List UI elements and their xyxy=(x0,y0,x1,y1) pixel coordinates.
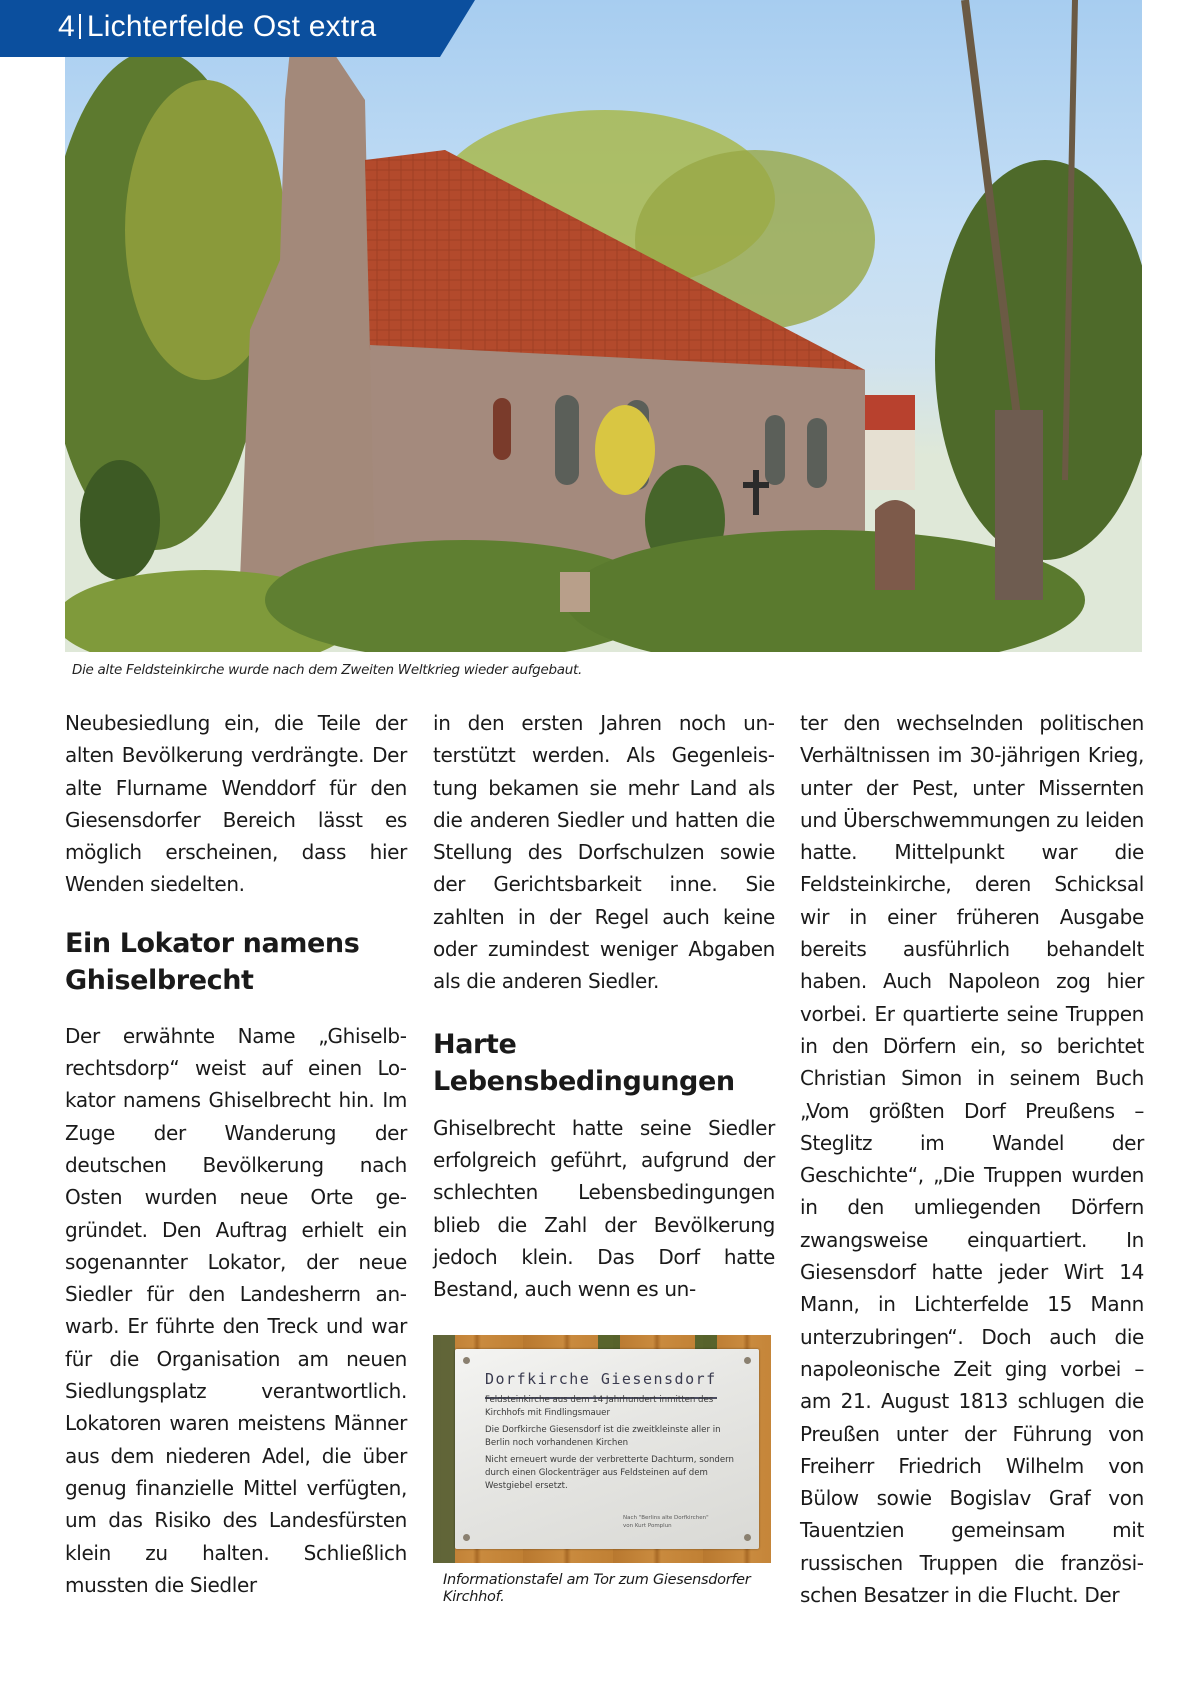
window xyxy=(493,398,511,460)
sign-caption: Informationstafel am Tor zum Giesensdorfer Kirchhof. xyxy=(443,1572,751,1606)
separator-bar xyxy=(79,14,81,39)
plate-text xyxy=(485,1394,747,1497)
church-illustration xyxy=(65,0,1142,652)
page-number: 4 xyxy=(58,10,75,43)
banner-title xyxy=(58,10,376,44)
paragraph: Ghiselbrecht hatte seine Siedler erfolgreich geführt, aufgrund der schlechten Lebensbedingungen blieb die Zahl der Bevölkerung jedoch klein. Das Dorf hatte Bestand, auch wenn es un- xyxy=(433,1115,775,1302)
forsythia xyxy=(595,405,655,495)
plate-line: Feldsteinkirche aus dem 14 Jahrhundert inmitten des Kirchhofs mit Findlingsmauer xyxy=(485,1395,714,1419)
plate-line: Nicht erneuert wurde der verbretterte Dachturm, sondern durch einen Glockenträger aus Feldsteinen auf dem Westgiebel ersetzt. xyxy=(485,1455,734,1492)
gravestone xyxy=(560,572,590,612)
shrub xyxy=(80,460,160,580)
article-column-2 xyxy=(433,707,775,1606)
grave-cross-arm xyxy=(743,482,769,488)
article-column-1 xyxy=(65,707,407,1601)
window xyxy=(555,395,579,485)
window xyxy=(765,415,785,485)
foliage xyxy=(433,1335,455,1563)
gravestone xyxy=(875,500,915,590)
plate-line: Die Dorfkirche Giesensdorf ist die zweitkleinste aller in Berlin noch vorhandenen Kirchen xyxy=(485,1425,721,1449)
screw-icon xyxy=(463,1534,470,1541)
info-sign-photo xyxy=(433,1335,771,1563)
plate-credit-line: von Kurt Pomplun xyxy=(623,1523,672,1530)
section-heading: Harte Lebensbedingungen xyxy=(433,1028,735,1097)
section-heading: Ein Lokator namens Ghiselbrecht xyxy=(65,927,360,996)
plate-credit-line: Nach "Berlins alte Dorfkirchen" xyxy=(623,1515,709,1522)
info-plate xyxy=(455,1349,759,1549)
section-banner xyxy=(0,0,480,57)
screw-icon xyxy=(744,1357,751,1364)
paragraph: ter den wechselnden politischen Verhältnissen im 30-jährigen Krieg, unter der Pest, unter Missernten und Überschwemmungen zu leiden hatte. Mittelpunkt war die Feldsteinkirche, deren Schicksal wir in einer früheren Ausgabe bereits ausführlich behandelt haben. Auch Napoleon zog hier vorbei. Er quartierte seine Truppen in den Dörfern ein, so berichtet Christian Simon in seinem Buch „Vom größten Dorf Preußens – Steglitz im Wandel der Geschichte“, „Die Truppen wurden in den umliegenden Dörfern zwangsweise einquartiert. In Giesensdorf hatte jeder Wirt 14 Mann, in Lichterfelde 15 Mann unterzubringen“. Doch auch die napoleonische Zeit ging vorbei – am 21. August 1813 schlugen die Preußen unter der Führung von Freiherr Friedrich Wilhelm von Bülow sowie Bogislav Graf von Tauentzien gemeinsam mit russischen Truppen die französischen Besatzer in die Flucht. Der xyxy=(800,711,1144,1608)
plate-title: Dorfkirche Giesensdorf xyxy=(485,1363,717,1398)
article-column-3 xyxy=(800,707,1144,1611)
screw-icon xyxy=(744,1534,751,1541)
plate-credit xyxy=(623,1514,709,1530)
section-title: Lichterfelde Ost extra xyxy=(86,10,377,43)
paragraph: Der erwähnte Name „Ghiselbrechtsdorp“ weist auf einen Lokator namens Ghiselbrecht hin. Im Zuge der Wanderung der deutschen Bevölkerung nach Osten wurden neue Orte gegründet. Den Auftrag erhielt ein sogenannter Lokator, der neue Siedler für den Landesherrn anwarb. Er führte den Treck und war für die Organisation am neuen Siedlungsplatz verantwortlich. Lokatoren waren meistens Männer aus dem niederen Adel, die über genug finanzielle Mittel verfügten, um das Risiko des Landesfürsten klein zu halten. Schließlich mussten die Siedler xyxy=(65,1023,407,1597)
foliage xyxy=(695,1335,717,1349)
screw-icon xyxy=(463,1357,470,1364)
paragraph: Neubesiedlung ein, die Teile der alten Bevölkerung verdrängte. Der alte Flurname Wenddorf für den Giesensdorfer Bereich lässt es möglich erscheinen, dass hier Wenden siedelten. xyxy=(65,711,407,897)
church-gable xyxy=(240,40,385,580)
grave-cross xyxy=(753,470,759,515)
church-photo xyxy=(65,0,1142,652)
window xyxy=(807,418,827,488)
photo-caption: Die alte Feldsteinkirche wurde nach dem Zweiten Weltkrieg wieder aufgebaut. xyxy=(72,662,582,678)
paragraph: in den ersten Jahren noch unterstützt werden. Als Gegenleistung bekamen sie mehr Land als die anderen Siedler und hatten die Stellung des Dorfschulzen sowie der Gerichtsbarkeit inne. Sie zahlten in der Regel auch keine oder zumindest weniger Abgaben als die anderen Siedler. xyxy=(433,711,775,994)
gravestone-tall xyxy=(995,410,1043,600)
